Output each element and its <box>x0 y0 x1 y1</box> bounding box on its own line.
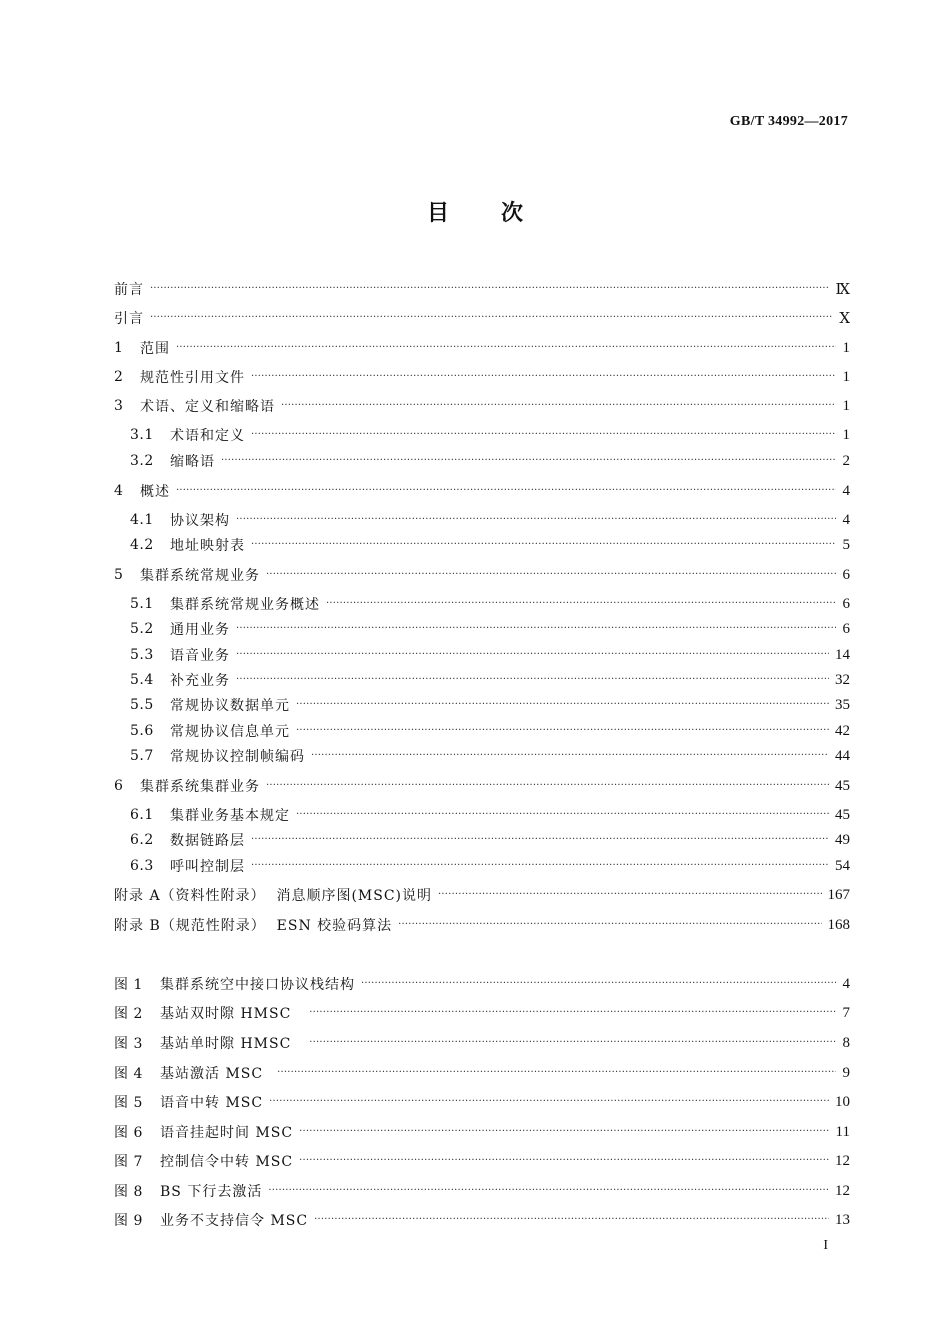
figure-entry[interactable] <box>114 1002 850 1024</box>
toc-entry-5-2[interactable] <box>130 618 850 640</box>
figure-entry[interactable] <box>114 1091 850 1113</box>
leader-dots <box>221 450 836 472</box>
leader-dots <box>236 644 829 666</box>
leader-dots <box>251 829 829 851</box>
leader-dots <box>236 509 836 531</box>
toc-entry-label: 附录 B（规范性附录） ESN 校验码算法 <box>114 918 393 934</box>
toc-entry-number: 5.2 <box>130 621 154 637</box>
toc-entry-label: 常规协议数据单元 <box>170 698 290 714</box>
toc-entry-5-1[interactable] <box>130 593 850 615</box>
toc-entry-number: 5.1 <box>130 596 154 612</box>
toc-entry-number: 5.4 <box>130 672 154 688</box>
figure-number: 图 8 <box>114 1184 143 1200</box>
toc-entry-5[interactable] <box>114 564 850 586</box>
toc-entry-number: 4 <box>114 483 124 499</box>
toc-entry-label: 引言 <box>114 311 144 327</box>
toc-entry-number: 6 <box>114 778 124 794</box>
leader-dots <box>269 1091 829 1113</box>
leader-dots <box>236 669 829 691</box>
toc-entry-page: 6 <box>842 566 850 583</box>
leader-dots <box>150 307 833 329</box>
toc-entry-number: 1 <box>114 340 124 356</box>
toc-entry-2[interactable] <box>114 366 850 388</box>
toc-entry-page: 44 <box>835 747 850 764</box>
figure-entry[interactable] <box>114 1121 850 1143</box>
toc-entry-4-1[interactable] <box>130 509 850 531</box>
figure-number: 图 1 <box>114 977 143 993</box>
leader-dots <box>251 855 829 877</box>
figure-entry[interactable] <box>114 1150 850 1172</box>
toc-entry-page: 1 <box>842 368 850 385</box>
toc-entry-label: 地址映射表 <box>170 538 245 554</box>
leader-dots <box>251 366 836 388</box>
toc-entry-page: 14 <box>835 646 850 663</box>
toc-entry-label: 附录 A（资料性附录） 消息顺序图(MSC)说明 <box>114 888 433 904</box>
figure-label: 控制信令中转 MSC <box>160 1154 294 1170</box>
figure-page: 7 <box>842 1004 850 1021</box>
toc-entry-page: 45 <box>835 806 850 823</box>
figure-label: 基站单时隙 HMSC <box>160 1036 292 1052</box>
toc-entry-3[interactable] <box>114 395 850 417</box>
toc-entry-page: 45 <box>835 777 850 794</box>
toc-entry-page: 6 <box>842 595 850 612</box>
toc-entry-number: 5.7 <box>130 748 154 764</box>
toc-entry-page: 49 <box>835 831 850 848</box>
figure-label: 语音挂起时间 MSC <box>160 1125 294 1141</box>
toc-entry-number: 5.3 <box>130 647 154 663</box>
figure-entry[interactable] <box>114 1180 850 1202</box>
toc-entry-number: 3 <box>114 398 124 414</box>
leader-dots <box>299 1121 829 1143</box>
toc-entry-6-1[interactable] <box>130 804 850 826</box>
toc-entry-number: 6.2 <box>130 832 154 848</box>
toc-entry-label: 数据链路层 <box>170 833 245 849</box>
figure-entry[interactable] <box>114 973 850 995</box>
toc-entry-label: 范围 <box>140 341 170 357</box>
toc-entry-page: 5 <box>842 536 850 553</box>
figure-page: 9 <box>842 1064 850 1081</box>
figure-number: 图 4 <box>114 1066 143 1082</box>
leader-dots <box>236 618 836 640</box>
toc-entry-number: 4.2 <box>130 537 154 553</box>
figure-page: 12 <box>835 1182 850 1199</box>
leader-dots <box>438 884 821 906</box>
toc-entry-page: 42 <box>835 722 850 739</box>
toc-entry-page: 32 <box>835 671 850 688</box>
toc-entry-label: 概述 <box>140 484 170 500</box>
toc-entry-3-1[interactable] <box>130 424 850 446</box>
toc-entry-label: 常规协议信息单元 <box>170 724 290 740</box>
figure-number: 图 9 <box>114 1213 143 1229</box>
toc-entry-number: 5 <box>114 567 124 583</box>
figure-label: 基站双时隙 HMSC <box>160 1006 292 1022</box>
leader-dots <box>176 480 836 502</box>
title-char-2: 次 <box>501 201 524 226</box>
leader-dots <box>296 804 829 826</box>
standard-number: GB/T 34992—2017 <box>729 114 848 129</box>
toc-entry-number: 4.1 <box>130 512 154 528</box>
leader-dots <box>361 973 836 995</box>
leader-dots <box>314 1209 829 1231</box>
toc-entry-page: 168 <box>827 916 850 933</box>
leader-dots <box>150 278 830 300</box>
toc-entry-page: 167 <box>827 886 850 903</box>
leader-dots <box>266 775 829 797</box>
toc-entry-label: 集群业务基本规定 <box>170 808 290 824</box>
leader-dots <box>277 1062 836 1084</box>
figure-number: 图 5 <box>114 1095 143 1111</box>
figure-page: 10 <box>835 1093 850 1110</box>
leader-dots <box>296 720 829 742</box>
figure-entry[interactable] <box>114 1032 850 1054</box>
toc-entry-4-2[interactable] <box>130 534 850 556</box>
leader-dots <box>311 745 829 767</box>
title-char-1: 目 <box>426 201 449 226</box>
leader-dots <box>296 694 829 716</box>
figure-label: BS 下行去激活 <box>160 1184 263 1200</box>
leader-dots <box>398 914 821 936</box>
leader-dots <box>266 564 836 586</box>
leader-dots <box>299 1150 829 1172</box>
toc-entry-foreword[interactable] <box>114 278 850 300</box>
toc-entry-label: 缩略语 <box>170 454 215 470</box>
toc-entry-page: 1 <box>842 426 850 443</box>
toc-entry-5-5[interactable] <box>130 694 850 716</box>
leader-dots <box>281 395 836 417</box>
toc-entry-page: 1 <box>842 339 850 356</box>
toc-entry-1[interactable] <box>114 337 850 359</box>
toc-entry-label: 常规协议控制帧编码 <box>170 749 305 765</box>
toc-entry-6-3[interactable] <box>130 855 850 877</box>
figure-page: 4 <box>842 975 850 992</box>
toc-entry-page: 54 <box>835 857 850 874</box>
toc-entry-label: 集群系统常规业务 <box>140 568 260 584</box>
toc-entry-number: 3.1 <box>130 427 154 443</box>
figure-number: 图 7 <box>114 1154 143 1170</box>
figure-label: 基站激活 MSC <box>160 1066 264 1082</box>
figure-page: 12 <box>835 1152 850 1169</box>
toc-entry-6-2[interactable] <box>130 829 850 851</box>
toc-entry-label: 集群系统常规业务概述 <box>170 597 320 613</box>
toc-entry-page: Ⅸ <box>835 281 850 298</box>
figure-number: 图 6 <box>114 1125 143 1141</box>
toc-entry-label: 术语和定义 <box>170 428 245 444</box>
leader-dots <box>251 424 836 446</box>
toc-entry-page: Ⅹ <box>839 310 850 327</box>
toc-entry-page: 4 <box>842 482 850 499</box>
toc-entry-annex-b[interactable] <box>114 914 850 936</box>
toc-entry-6[interactable] <box>114 775 850 797</box>
toc-entry-label: 呼叫控制层 <box>170 859 245 875</box>
figure-entry[interactable] <box>114 1209 850 1231</box>
toc-entry-page: 35 <box>835 696 850 713</box>
toc-entry-page: 4 <box>842 511 850 528</box>
leader-dots <box>176 337 836 359</box>
leader-dots <box>326 593 836 615</box>
figure-label: 语音中转 MSC <box>160 1095 264 1111</box>
toc-entry-number: 6.3 <box>130 858 154 874</box>
figure-entry[interactable] <box>114 1062 850 1084</box>
figure-page: 8 <box>842 1034 850 1051</box>
figure-number: 图 3 <box>114 1036 143 1052</box>
figure-label: 集群系统空中接口协议栈结构 <box>160 977 355 993</box>
toc-entry-number: 6.1 <box>130 807 154 823</box>
figure-label: 业务不支持信令 MSC <box>160 1213 309 1229</box>
toc-entry-annex-a[interactable] <box>114 884 850 906</box>
toc-entry-number: 5.5 <box>130 697 154 713</box>
leader-dots <box>268 1180 829 1202</box>
figure-number: 图 2 <box>114 1006 143 1022</box>
toc-entry-5-7[interactable] <box>130 745 850 767</box>
toc-entry-number: 2 <box>114 369 124 385</box>
figure-page: 13 <box>835 1211 850 1228</box>
toc-entry-page: 6 <box>842 620 850 637</box>
toc-entry-5-4[interactable] <box>130 669 850 691</box>
toc-entry-label: 术语、定义和缩略语 <box>140 399 275 415</box>
page-title <box>0 196 950 227</box>
toc-entry-label: 前言 <box>114 282 144 298</box>
toc-entry-label: 协议架构 <box>170 513 230 529</box>
leader-dots <box>251 534 836 556</box>
toc-entry-page: 2 <box>842 452 850 469</box>
leader-dots <box>309 1032 836 1054</box>
toc-entry-4[interactable] <box>114 480 850 502</box>
toc-entry-introduction[interactable] <box>114 307 850 329</box>
toc-entry-number: 5.6 <box>130 723 154 739</box>
toc-entry-3-2[interactable] <box>130 450 850 472</box>
toc-entry-number: 3.2 <box>130 453 154 469</box>
figure-page: 11 <box>835 1123 850 1140</box>
toc-entry-5-3[interactable] <box>130 644 850 666</box>
toc-entry-label: 补充业务 <box>170 673 230 689</box>
toc-entry-page: 1 <box>842 397 850 414</box>
toc-entry-5-6[interactable] <box>130 720 850 742</box>
page-folio: I <box>823 1238 828 1253</box>
toc-entry-label: 语音业务 <box>170 648 230 664</box>
toc-entry-label: 集群系统集群业务 <box>140 779 260 795</box>
leader-dots <box>309 1002 836 1024</box>
toc-entry-label: 通用业务 <box>170 622 230 638</box>
toc-entry-label: 规范性引用文件 <box>140 370 245 386</box>
